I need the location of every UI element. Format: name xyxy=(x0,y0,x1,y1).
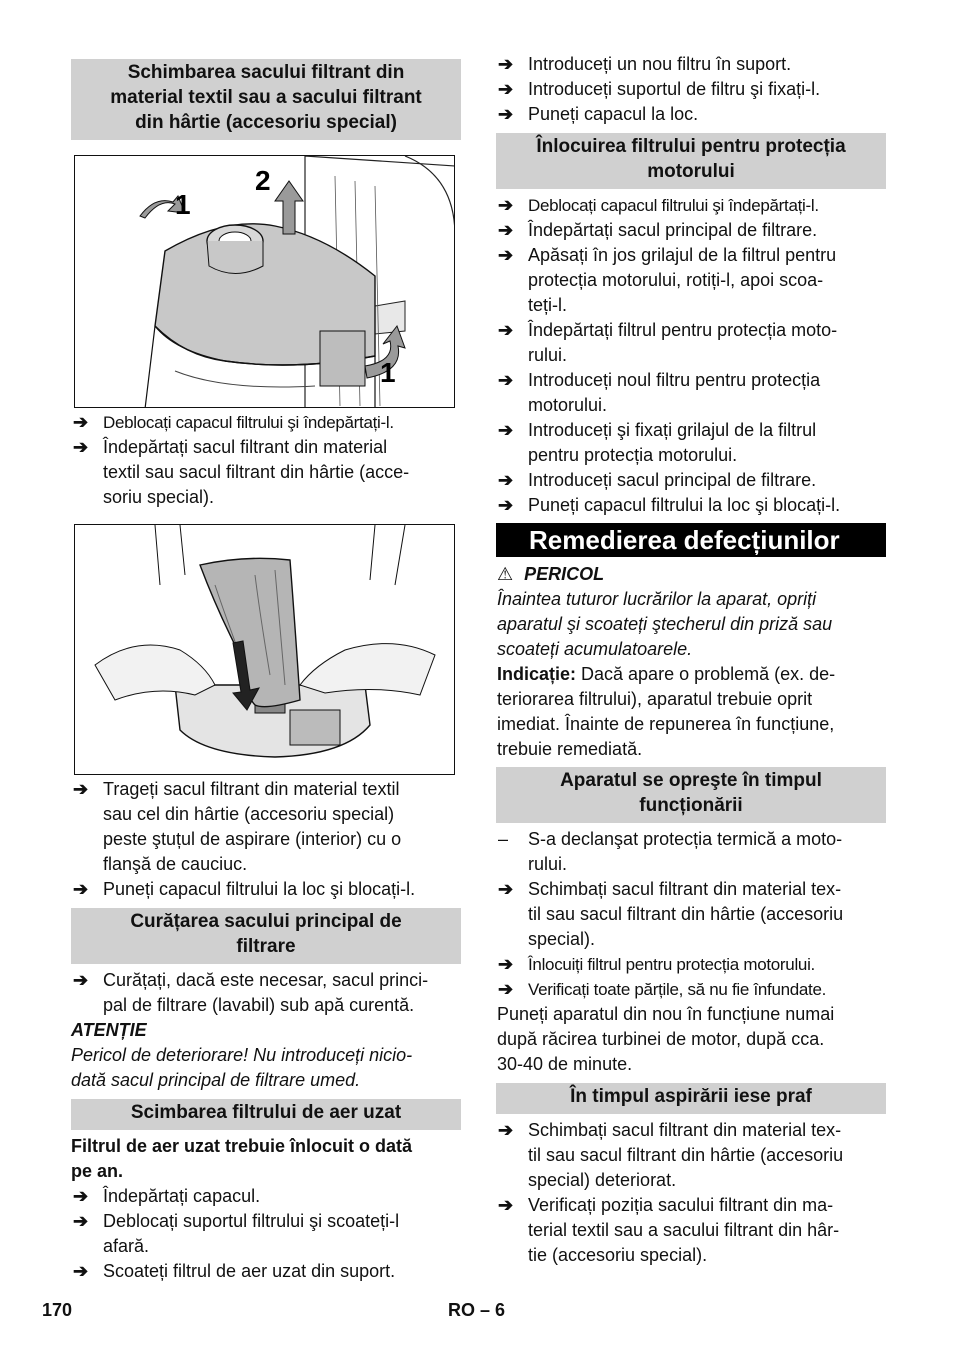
arrow-icon: ➔ xyxy=(73,437,89,457)
callout-label-1: 1 xyxy=(175,189,191,220)
arrow-icon: ➔ xyxy=(73,1211,89,1231)
arrow-icon: ➔ xyxy=(498,320,514,340)
section-heading-air-filter: Scimbarea filtrului de aer uzat xyxy=(71,1099,461,1130)
section-heading-main-bag: Curățarea sacului principal de filtrare xyxy=(71,908,461,964)
danger-heading: ⚠ PERICOL xyxy=(497,564,605,584)
vacuum-lid-illustration xyxy=(75,156,455,408)
restart-para-3: 30-40 de minute. xyxy=(497,1054,633,1074)
arrow-icon: ➔ xyxy=(498,495,514,515)
callout-label-1b: 1 xyxy=(380,357,396,388)
arrow-icon: ➔ xyxy=(498,1120,514,1140)
arrow-icon: ➔ xyxy=(498,954,514,974)
attention-title: ATENȚIE xyxy=(71,1020,147,1040)
arrow-icon: ➔ xyxy=(73,779,89,799)
arrow-icon: ➔ xyxy=(73,1186,89,1206)
air-filter-note-2: pe an. xyxy=(71,1161,124,1181)
attention-text-2: dată sacul principal de filtrare umed. xyxy=(71,1070,361,1090)
arrow-icon: ➔ xyxy=(498,470,514,490)
indicatie-line-4: trebuie remediată. xyxy=(497,739,643,759)
indicatie-line-3: imediat. Înainte de repunerea în funcțiune, xyxy=(497,714,835,734)
indicatie-line-2: teriorarea filtrului), aparatul trebuie oprit xyxy=(497,689,813,709)
page-section-label: RO – 6 xyxy=(448,1300,506,1320)
arrow-icon: ➔ xyxy=(498,245,514,265)
arrow-icon: ➔ xyxy=(498,220,514,240)
warning-triangle-icon: ⚠ xyxy=(497,564,514,584)
arrow-icon: ➔ xyxy=(73,412,89,432)
arrow-icon: ➔ xyxy=(498,195,514,215)
arrow-icon: ➔ xyxy=(498,79,514,99)
arrow-icon: ➔ xyxy=(498,370,514,390)
arrow-icon: ➔ xyxy=(73,1261,89,1281)
restart-para-1: Puneți aparatul din nou în funcțiune numai xyxy=(497,1004,835,1024)
arrow-icon: ➔ xyxy=(498,54,514,74)
figure-bag-insert xyxy=(74,524,455,775)
section-heading-stops: Aparatul se opreşte în timpul funcționării xyxy=(496,767,886,823)
arrow-icon: ➔ xyxy=(73,970,89,990)
arrow-icon: ➔ xyxy=(73,879,89,899)
arrow-icon: ➔ xyxy=(498,1195,514,1215)
arrow-icon: ➔ xyxy=(498,420,514,440)
page-number: 170 xyxy=(42,1300,73,1320)
figure-lid-removal xyxy=(74,155,455,408)
bag-insert-illustration xyxy=(75,525,455,775)
indicatie-line-1: Indicație: Dacă apare o problemă (ex. de- xyxy=(497,664,836,684)
danger-text-2: aparatul şi scoateți ştecherul din priză sau xyxy=(497,614,833,634)
danger-text-3: scoateți acumulatoarele. xyxy=(497,639,693,659)
section-heading-dust: În timpul aspirării iese praf xyxy=(496,1083,886,1114)
arrow-icon: ➔ xyxy=(498,979,514,999)
danger-text-1: Înaintea tuturor lucrărilor la aparat, opriți xyxy=(497,589,817,609)
arrow-icon: ➔ xyxy=(498,879,514,899)
attention-text-1: Pericol de deteriorare! Nu introduceți nicio- xyxy=(71,1045,413,1065)
restart-para-2: după răcirea turbinei de motor, după cca. xyxy=(497,1029,825,1049)
callout-label-2: 2 xyxy=(255,165,271,196)
section-heading-bag-change: Schimbarea sacului filtrant din material textil sau a sacului filtrant din hârtie (accesoriu special) xyxy=(71,59,461,140)
arrow-icon: ➔ xyxy=(498,104,514,124)
chapter-title: Remedierea defecțiunilor xyxy=(496,523,886,557)
air-filter-note-1: Filtrul de aer uzat trebuie înlocuit o dată xyxy=(71,1136,413,1156)
section-heading-motor-filter: Înlocuirea filtrului pentru protecția motorului xyxy=(496,133,886,189)
